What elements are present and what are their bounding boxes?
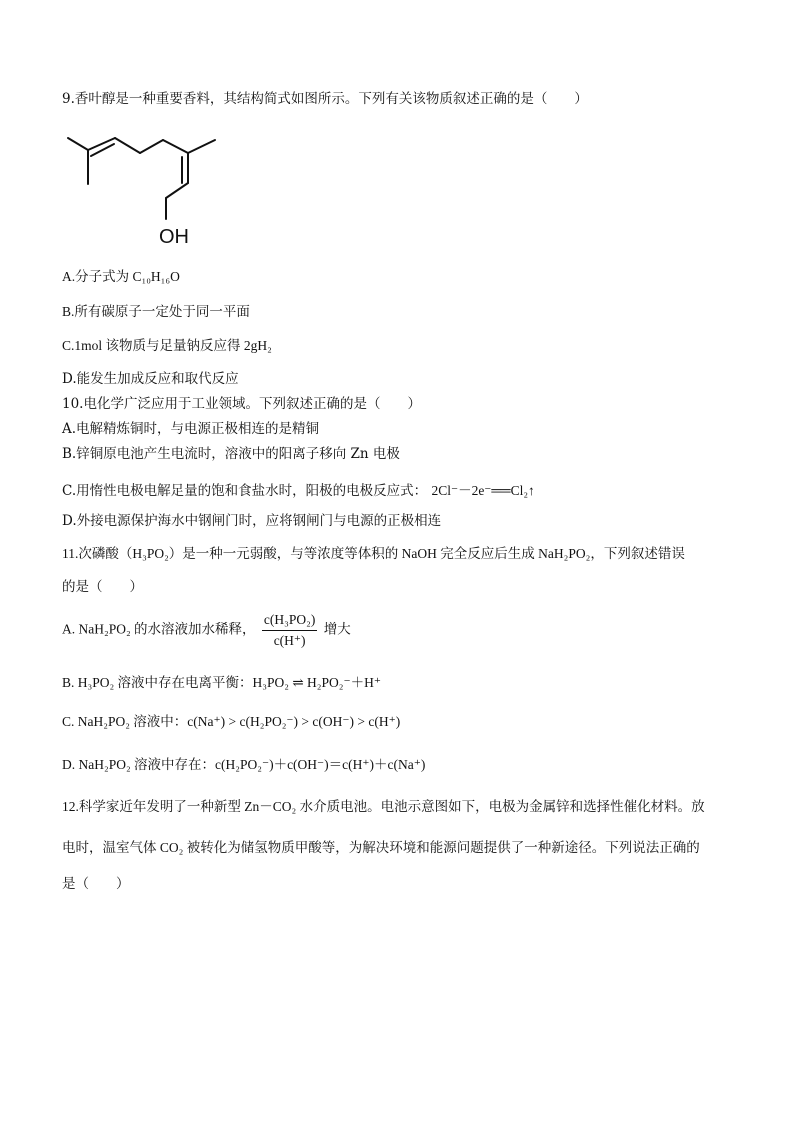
- geraniol-structure-diagram: [60, 128, 230, 253]
- q10-stem: 10.电化学广泛应用于工业领域。下列叙述正确的是（ ）: [62, 396, 421, 412]
- q11-option-a-prefix: A. NaH₂PO₂ 的水溶液加水稀释，: [62, 621, 256, 637]
- q11-stem-line2: 的是（ ）: [62, 579, 143, 595]
- q11-option-a: [62, 611, 351, 650]
- q11-ratio-fraction: [262, 611, 317, 650]
- q10-option-d: D.外接电源保护海水中钢闸门时，应将钢闸门与电源的正极相连: [62, 513, 442, 529]
- q10-option-c-equation: 2Cl⁻－2e⁻══Cl₂↑: [431, 483, 535, 498]
- q9-option-c: C.1mol 该物质与足量钠反应得 2gH₂: [62, 338, 272, 353]
- q10-option-a: A.电解精炼铜时，与电源正极相连的是精铜: [62, 421, 320, 437]
- hydroxyl-label: OH: [159, 226, 189, 248]
- q12-stem-line3: 是（ ）: [62, 876, 130, 892]
- q11-ratio-denominator: c(H⁺): [273, 633, 306, 648]
- q11-option-d: D. NaH₂PO₂ 溶液中存在：c(H₂PO₂⁻)＋c(OH⁻)＝c(H⁺)＋c(Na⁺): [62, 757, 426, 772]
- q9-option-d: D.能发生加成反应和取代反应: [62, 371, 239, 387]
- q12-stem-line2: 电时，温室气体 CO₂ 被转化为储氢物质甲酸等，为解决环境和能源问题提供了一种新途径。下列说法正确的: [62, 840, 700, 855]
- q10-option-c-text: C.用惰性电极电解足量的饱和食盐水时，阳极的电极反应式：: [62, 483, 428, 499]
- q11-option-a-suffix: 增大: [323, 621, 351, 637]
- q9-option-a: A.分子式为 C₁₀H₁₆O: [62, 269, 180, 284]
- q11-option-b: B. H₃PO₂ 溶液中存在电离平衡：H₃PO₂ ⇌ H₂PO₂⁻＋H⁺: [62, 675, 381, 690]
- q11-option-c: C. NaH₂PO₂ 溶液中：c(Na⁺) > c(H₂PO₂⁻) > c(OH⁻) > c(H⁺): [62, 714, 401, 729]
- q10-option-c: [62, 482, 535, 500]
- q11-ratio-numerator: c(H₃PO₂): [262, 611, 317, 631]
- q11-stem-line1: 11.次磷酸（H₃PO₂）是一种一元弱酸，与等浓度等体积的 NaOH 完全反应后生成 NaH₂PO₂，下列叙述错误: [62, 546, 685, 561]
- q12-stem-line1: 12.科学家近年发明了一种新型 Zn－CO₂ 水介质电池。电池示意图如下，电极为金属锌和选择性催化材料。放: [62, 799, 705, 814]
- q9-stem: 9.香叶醇是一种重要香料，其结构简式如图所示。下列有关该物质叙述正确的是（ ）: [62, 91, 588, 107]
- q10-option-b: B.锌铜原电池产生电流时，溶液中的阳离子移向 Zn 电极: [62, 446, 400, 462]
- q9-option-b: B.所有碳原子一定处于同一平面: [62, 304, 250, 319]
